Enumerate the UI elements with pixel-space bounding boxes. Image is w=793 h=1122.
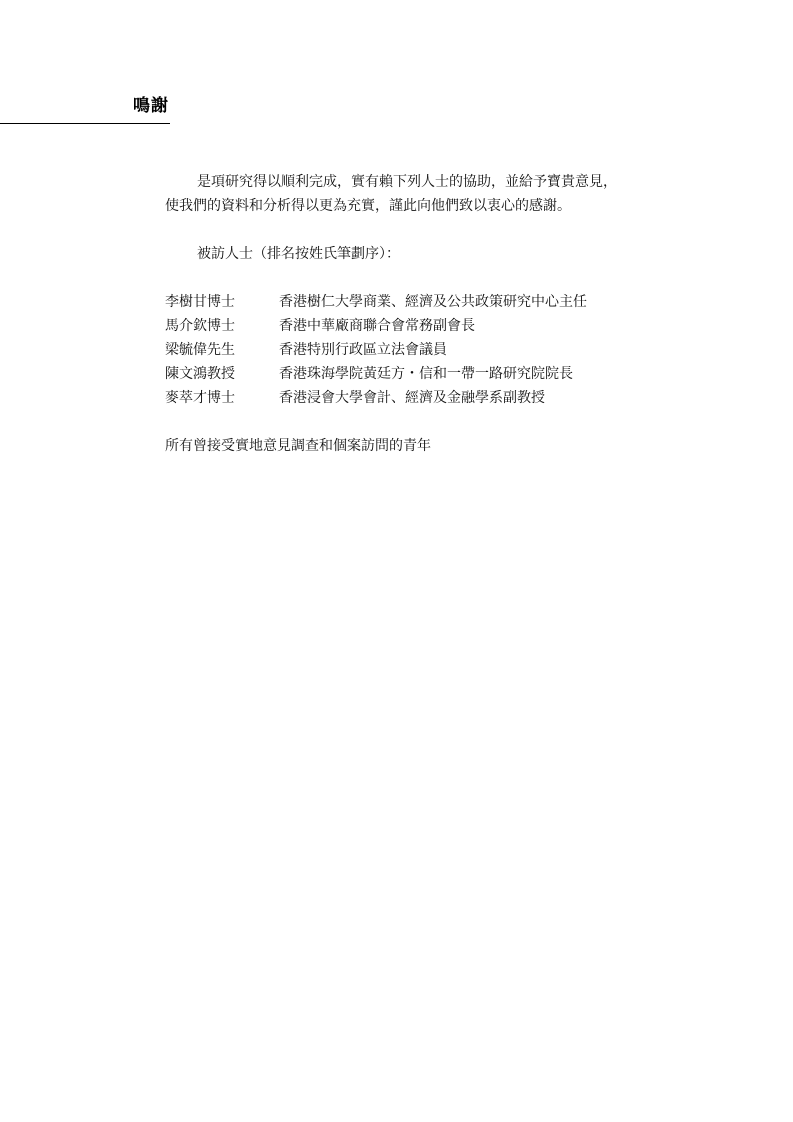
heading-underline [0,123,170,124]
interviewee-row [165,386,725,410]
intro-line-2: 使我們的資料和分析得以更為充實，謹此向他們致以衷心的感謝。 [165,198,571,214]
closing-line: 所有曾接受實地意見調查和個案訪問的青年 [165,438,431,454]
intro-paragraph [165,170,725,218]
interviewee-row [165,362,725,386]
interviewee-list [165,290,725,410]
interviewee-row [165,338,725,362]
interviewee-name: 梁毓偉先生 [165,342,235,358]
interviewee-title: 香港珠海學院黃廷方・信和一帶一路研究院院長 [279,366,573,382]
page-title: 鳴謝 [133,96,169,116]
interviewee-title: 香港樹仁大學商業、經濟及公共政策研究中心主任 [279,294,587,310]
interviewees-label: 被訪人士（排名按姓氏筆劃序）： [197,246,400,262]
interviewee-title: 香港浸會大學會計、經濟及金融學系副教授 [279,390,545,406]
interviewee-row [165,314,725,338]
intro-line-1: 是項研究得以順利完成，實有賴下列人士的協助，並給予寶貴意見， [197,174,617,190]
interviewee-title: 香港特別行政區立法會議員 [279,342,447,358]
interviewee-row [165,290,725,314]
acknowledgements-body [165,170,725,458]
interviewee-name: 馬介欽博士 [165,318,235,334]
interviewee-title: 香港中華廠商聯合會常務副會長 [279,318,475,334]
interviewee-name: 麥萃才博士 [165,390,235,406]
interviewee-name: 李樹甘博士 [165,294,235,310]
interviewee-name: 陳文鴻教授 [165,366,235,382]
